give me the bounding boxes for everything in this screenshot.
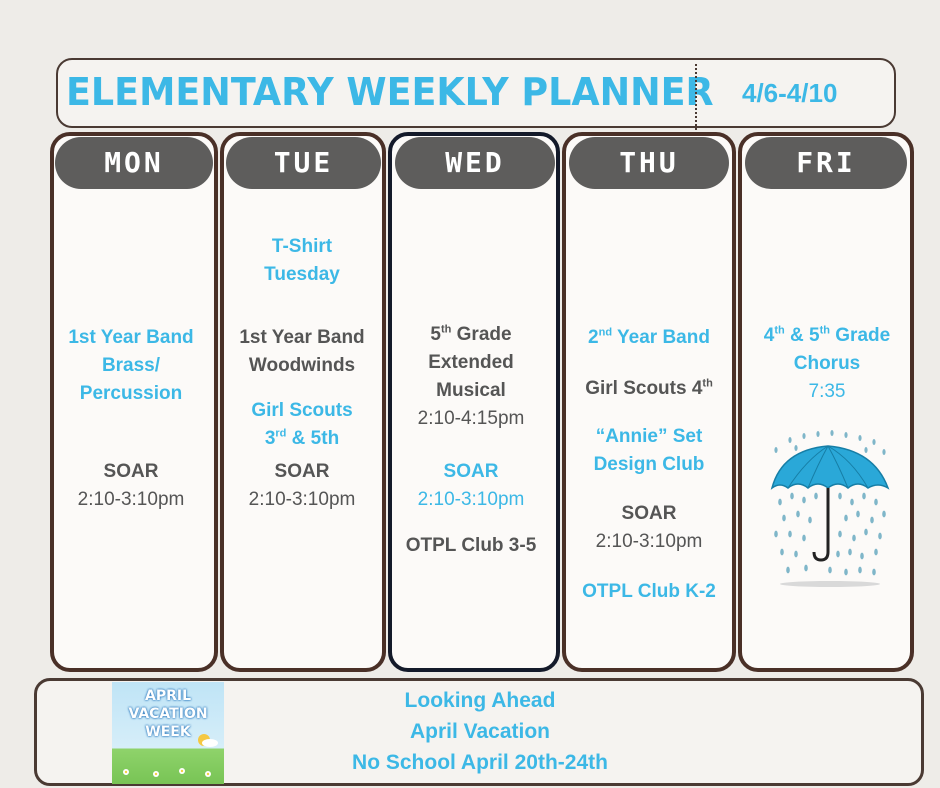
- tue-band-event: [220, 324, 384, 380]
- wed-otpl-event: OTPL Club 3-5: [405, 535, 537, 556]
- day-header-mon: MON: [55, 137, 213, 189]
- mon-band-line1: 1st Year Band: [68, 327, 194, 348]
- looking-ahead-line1: Looking Ahead: [404, 689, 556, 712]
- fri-chorus-line1: 4th & 5th Grade: [763, 324, 891, 346]
- planner-header: [56, 58, 896, 128]
- wed-musical-event: [388, 321, 554, 433]
- date-range: 4/6-4/10: [742, 78, 838, 108]
- umbrella-rain-icon: [766, 430, 894, 588]
- header-divider: [695, 64, 697, 130]
- tue-soar-label: SOAR: [274, 461, 330, 482]
- thu-annie-event: [562, 423, 736, 479]
- wed-musical-line3: Musical: [436, 380, 506, 401]
- day-header-fri: FRI: [745, 137, 907, 189]
- tue-soar-event: [220, 458, 384, 514]
- tue-band-line2: Woodwinds: [248, 355, 356, 376]
- vacation-image-word-2: VACATION: [128, 706, 208, 722]
- day-header-wed: WED: [395, 137, 555, 189]
- vacation-image-word-3: WEEK: [145, 724, 191, 740]
- thu-soar-event: [562, 500, 736, 556]
- tue-tshirt-line1: T-Shirt: [271, 236, 333, 257]
- tue-soar-time: 2:10-3:10pm: [248, 489, 356, 510]
- looking-ahead-text: [250, 685, 710, 778]
- thu-soar-time: 2:10-3:10pm: [595, 531, 703, 552]
- wed-soar-event: [388, 458, 554, 514]
- day-header-tue: TUE: [226, 137, 381, 189]
- looking-ahead-line2: April Vacation: [409, 720, 551, 743]
- sun-icon: [194, 730, 218, 748]
- thu-soar-label: SOAR: [621, 503, 677, 524]
- tue-scouts-line2: 3rd & 5th: [264, 427, 340, 449]
- mon-soar-label: SOAR: [103, 461, 159, 482]
- fri-chorus-line2: Chorus: [793, 353, 861, 374]
- page-title: ELEMENTARY WEEKLY PLANNER: [66, 70, 714, 114]
- april-vacation-week-image: [112, 682, 224, 784]
- fri-chorus-time: 7:35: [808, 381, 846, 402]
- mon-band-line3: Percussion: [79, 383, 183, 404]
- thu-scouts-event: Girl Scouts 4th: [585, 377, 713, 399]
- flowers-icon: [112, 762, 224, 784]
- thu-band-event: 2nd Year Band: [588, 326, 710, 348]
- fri-chorus-event: [742, 322, 912, 406]
- looking-ahead-line3: No School April 20th-24th: [352, 751, 608, 774]
- wed-musical-line1: 5th Grade: [430, 323, 512, 345]
- wed-soar-time: 2:10-3:10pm: [417, 489, 525, 510]
- mon-soar-time: 2:10-3:10pm: [77, 489, 185, 510]
- thu-annie-line2: Design Club: [593, 454, 705, 475]
- mon-band-event: [50, 324, 212, 408]
- vacation-image-word-1: APRIL: [144, 688, 191, 704]
- tue-tshirt-event: [220, 233, 384, 289]
- tue-scouts-line1: Girl Scouts: [251, 400, 353, 421]
- thu-annie-line1: “Annie” Set: [595, 426, 703, 447]
- tue-tshirt-line2: Tuesday: [264, 264, 340, 285]
- day-header-thu: THU: [569, 137, 729, 189]
- mon-soar-event: [50, 458, 212, 514]
- tue-scouts-event: [220, 397, 384, 453]
- wed-soar-label: SOAR: [443, 461, 499, 482]
- thu-otpl-event: OTPL Club K-2: [582, 581, 716, 602]
- mon-band-line2: Brass/: [101, 355, 161, 376]
- wed-musical-line2: Extended: [428, 352, 514, 373]
- tue-band-line1: 1st Year Band: [239, 327, 365, 348]
- wed-musical-time: 2:10-4:15pm: [417, 408, 525, 429]
